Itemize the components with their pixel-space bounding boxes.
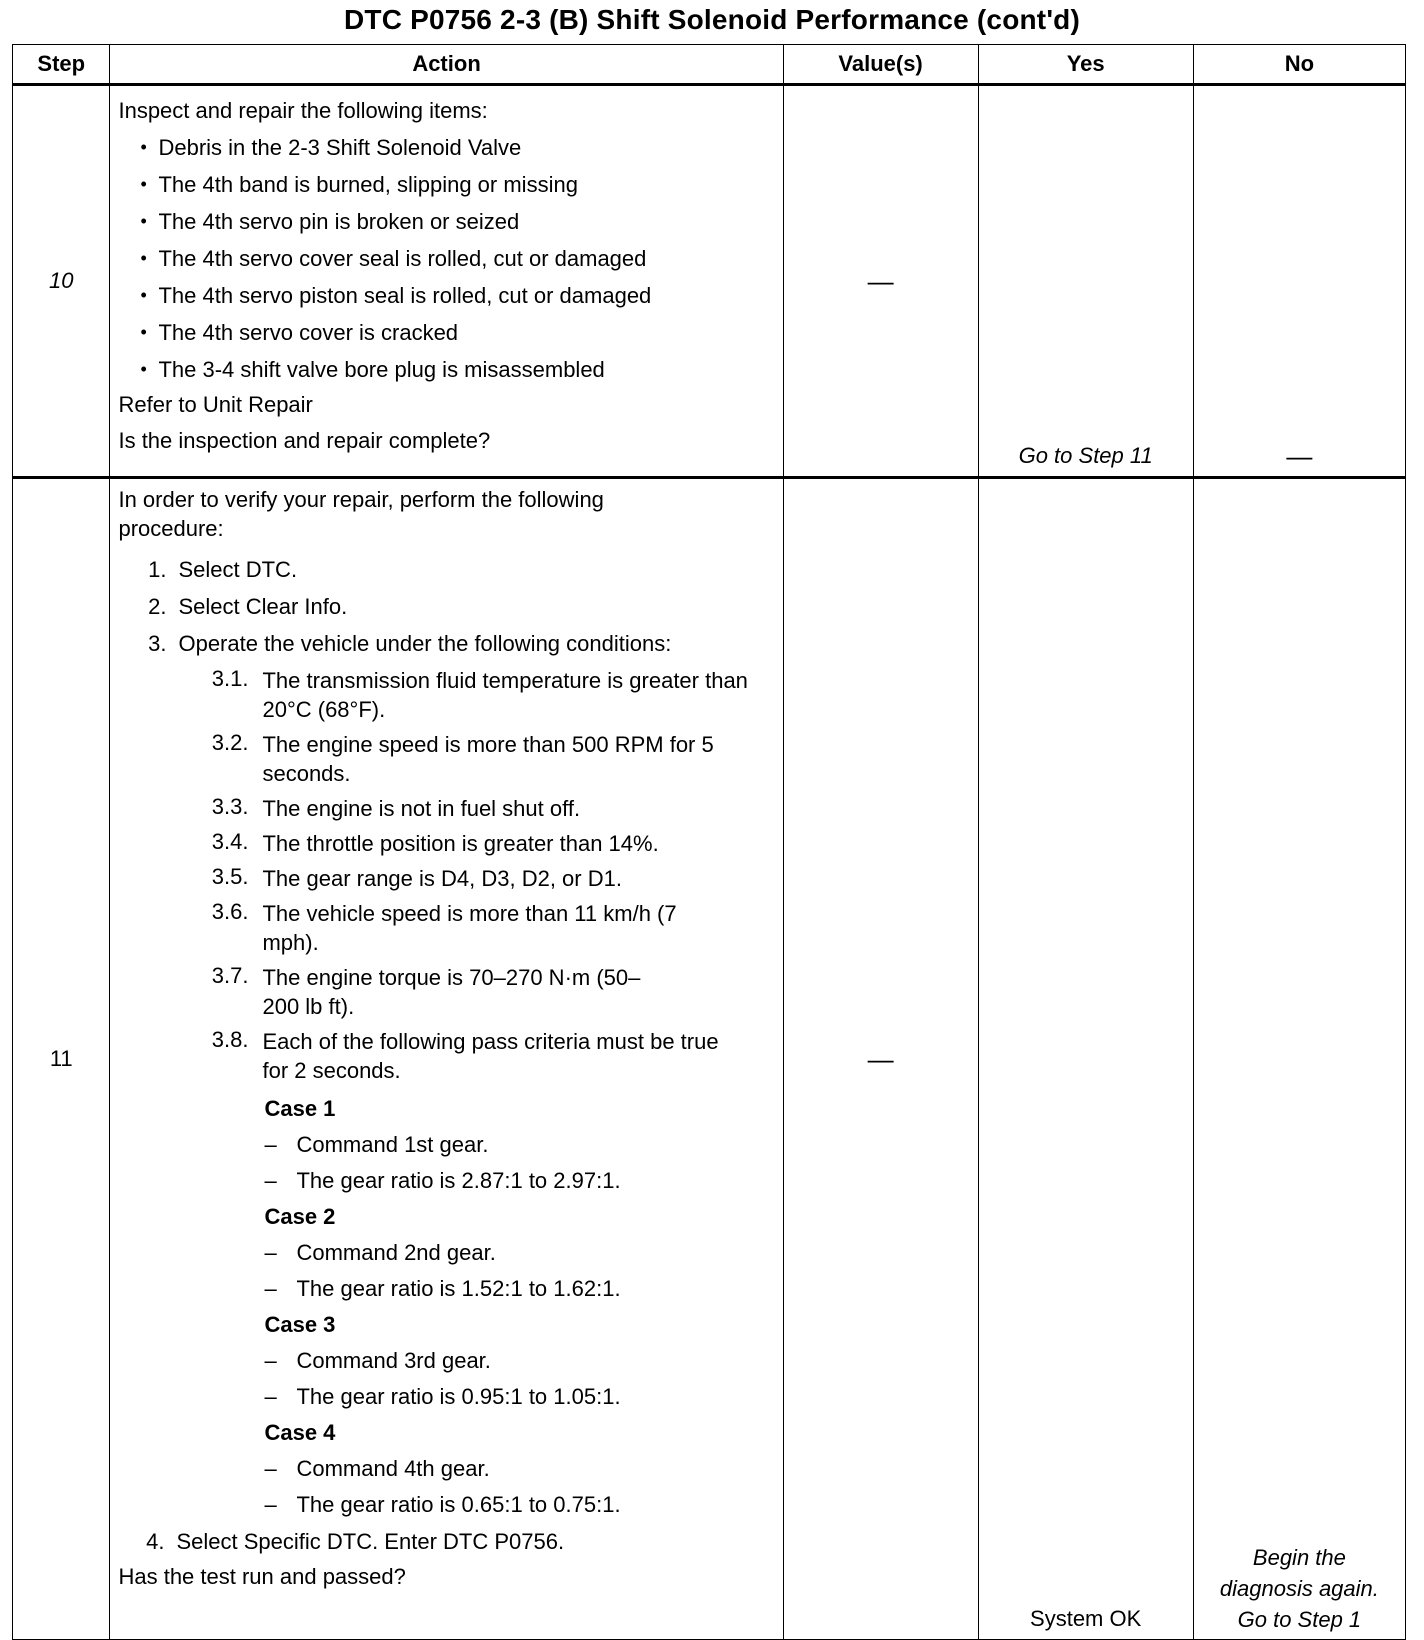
- command-text: Command 1st gear.: [296, 1132, 489, 1157]
- case-command: [118, 1343, 774, 1379]
- step-num: 3.: [148, 631, 167, 656]
- action-cell: [110, 478, 783, 1640]
- case-label: Case 2: [264, 1204, 336, 1229]
- command-text: Command 2nd gear.: [296, 1240, 496, 1265]
- header-action: Action: [110, 45, 783, 85]
- case-ratio: [118, 1163, 774, 1199]
- dash-mark: –: [264, 1276, 277, 1301]
- step-num: 4.: [146, 1529, 165, 1554]
- step-number: 11: [13, 478, 110, 1640]
- condition-text: The engine torque is 70–270 N·m (50–200 lb ft).: [262, 965, 641, 1019]
- header-yes: Yes: [978, 45, 1193, 85]
- step-text: Select Specific DTC. Enter DTC P0756.: [176, 1529, 565, 1554]
- procedure-step: [118, 625, 774, 662]
- yes-result: Go to Step 11: [1018, 443, 1153, 468]
- case-command: [118, 1451, 774, 1487]
- inspection-item: • The 3-4 shift valve bore plug is misassembled: [118, 351, 774, 388]
- inspection-item: • The 4th servo piston seal is rolled, cut or damaged: [118, 277, 774, 314]
- condition-text: Each of the following pass criteria must be true for 2 seconds.: [262, 1029, 719, 1083]
- condition-text: The vehicle speed is more than 11 km/h (7 mph).: [262, 901, 677, 955]
- condition-num: 3.8.: [211, 1027, 249, 1052]
- value-cell: —: [783, 85, 978, 478]
- step-text: Select Clear Info.: [178, 594, 348, 619]
- no-result: —: [1286, 441, 1313, 471]
- case-label: Case 4: [264, 1420, 336, 1445]
- value-cell: —: [783, 478, 978, 1640]
- no-result-line: diagnosis again.: [1219, 1576, 1379, 1601]
- procedure-step: [118, 588, 774, 625]
- condition-num: 3.7.: [211, 963, 249, 988]
- condition-item: [118, 829, 774, 864]
- inspection-item: • The 4th servo cover seal is rolled, cut or damaged: [118, 240, 774, 277]
- inspection-item: • Debris in the 2-3 Shift Solenoid Valve: [118, 129, 774, 166]
- command-text: Command 4th gear.: [296, 1456, 490, 1481]
- dash-mark: –: [264, 1456, 277, 1481]
- no-result: [1194, 1542, 1405, 1635]
- inspection-item: • The 4th band is burned, slipping or missing: [118, 166, 774, 203]
- case-ratio: [118, 1487, 774, 1523]
- no-cell: [1193, 85, 1405, 478]
- ratio-text: The gear ratio is 0.65:1 to 0.75:1.: [296, 1492, 621, 1517]
- refer-text: Refer to Unit Repair: [118, 392, 313, 417]
- procedure-step: [118, 1523, 774, 1560]
- yes-cell: [978, 478, 1193, 1640]
- condition-item: [118, 730, 774, 794]
- header-step: Step: [13, 45, 110, 85]
- question-text: Has the test run and passed?: [118, 1564, 406, 1589]
- condition-item: [118, 963, 774, 1027]
- condition-text: The gear range is D4, D3, D2, or D1.: [262, 866, 622, 891]
- header-values: Value(s): [783, 45, 978, 85]
- condition-item: [118, 899, 774, 963]
- dash-mark: –: [264, 1132, 277, 1157]
- case-command: [118, 1127, 774, 1163]
- dash-mark: –: [264, 1240, 277, 1265]
- ratio-text: The gear ratio is 2.87:1 to 2.97:1.: [296, 1168, 621, 1193]
- case-command: [118, 1235, 774, 1271]
- step-num: 2.: [148, 594, 167, 619]
- dash-mark: –: [264, 1492, 277, 1517]
- case-label: Case 1: [264, 1096, 336, 1121]
- table-row-step-10: [13, 85, 1406, 478]
- condition-text: The engine is not in fuel shut off.: [262, 796, 581, 821]
- diagnostic-table: [12, 44, 1406, 1640]
- yes-result: System OK: [1030, 1606, 1142, 1631]
- dash-mark: –: [264, 1348, 277, 1373]
- page-title: DTC P0756 2-3 (B) Shift Solenoid Performance (cont'd): [343, 4, 1081, 35]
- no-result-line: Begin the: [1252, 1545, 1346, 1570]
- ratio-text: The gear ratio is 1.52:1 to 1.62:1.: [296, 1276, 621, 1301]
- header-no: No: [1193, 45, 1405, 85]
- condition-item: [118, 794, 774, 829]
- condition-text: The engine speed is more than 500 RPM for 5 seconds.: [262, 732, 714, 786]
- condition-item: [118, 662, 774, 730]
- condition-item: [118, 1027, 774, 1091]
- step-num: 1.: [148, 557, 167, 582]
- condition-item: [118, 864, 774, 899]
- condition-text: The transmission fluid temperature is greater than 20°C (68°F).: [262, 668, 748, 722]
- action-intro: In order to verify your repair, perform the following procedure:: [118, 487, 604, 541]
- step-text: Operate the vehicle under the following conditions:: [178, 631, 672, 656]
- condition-num: 3.5.: [211, 864, 249, 889]
- case-ratio: [118, 1271, 774, 1307]
- command-text: Command 3rd gear.: [296, 1348, 491, 1373]
- step-text: Select DTC.: [178, 557, 298, 582]
- procedure-step: [118, 551, 774, 588]
- condition-num: 3.6.: [211, 899, 249, 924]
- header-row: [13, 45, 1406, 85]
- condition-num: 3.3.: [211, 794, 249, 819]
- no-result-line: Go to Step 1: [1237, 1607, 1362, 1632]
- condition-num: 3.2.: [211, 730, 249, 755]
- table-row-step-11: [13, 478, 1406, 1640]
- question-text: Is the inspection and repair complete?: [118, 428, 491, 453]
- yes-cell: [978, 85, 1193, 478]
- case-label: Case 3: [264, 1312, 336, 1337]
- condition-num: 3.4.: [211, 829, 249, 854]
- case-ratio: [118, 1379, 774, 1415]
- step-number: 10: [13, 85, 110, 478]
- dash-mark: –: [264, 1168, 277, 1193]
- inspection-item: • The 4th servo pin is broken or seized: [118, 203, 774, 240]
- ratio-text: The gear ratio is 0.95:1 to 1.05:1.: [296, 1384, 621, 1409]
- action-cell: [110, 85, 783, 478]
- condition-text: The throttle position is greater than 14%.: [262, 831, 659, 856]
- action-intro: Inspect and repair the following items:: [118, 98, 488, 123]
- condition-num: 3.1.: [211, 666, 249, 691]
- dash-mark: –: [264, 1384, 277, 1409]
- inspection-item: • The 4th servo cover is cracked: [118, 314, 774, 351]
- no-cell: [1193, 478, 1405, 1640]
